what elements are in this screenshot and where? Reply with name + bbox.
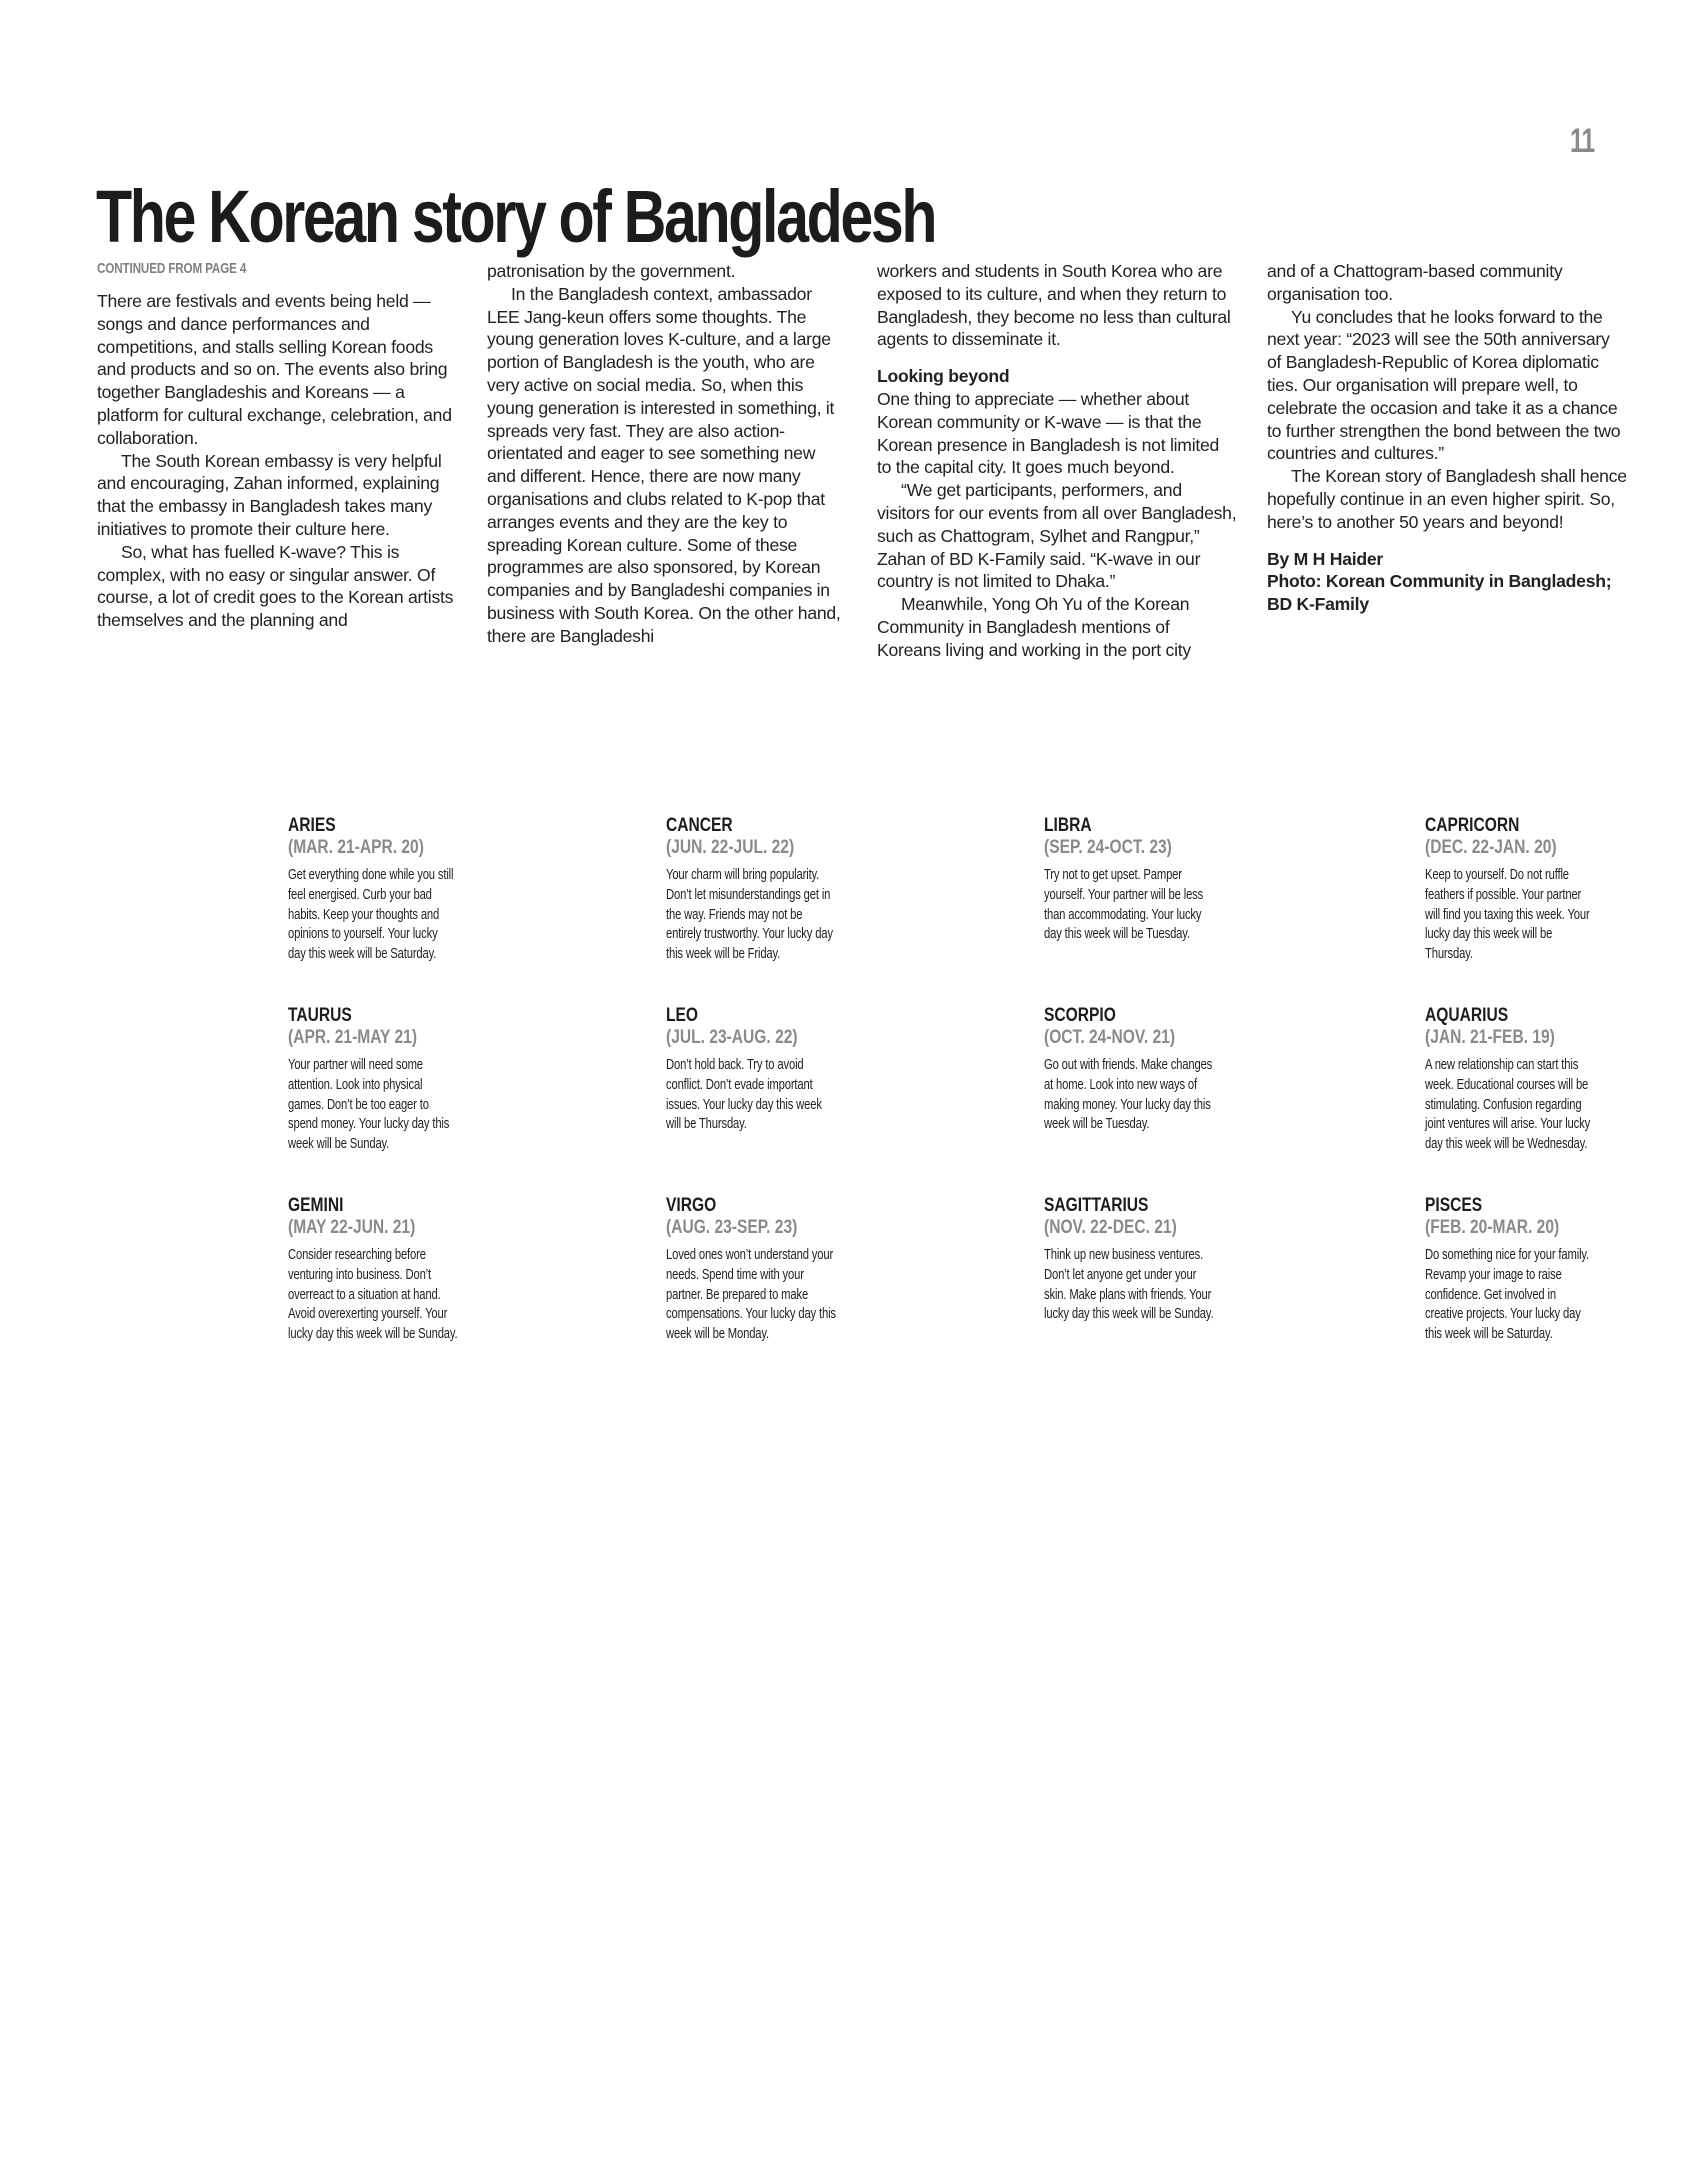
page-number: 11 — [1570, 122, 1595, 160]
sign-dates: (MAR. 21-APR. 20) — [288, 837, 424, 858]
sign-name: AQUARIUS — [1425, 1005, 1509, 1026]
article-subhead: Looking beyond — [877, 366, 1010, 387]
sign-dates: (SEP. 24-OCT. 23) — [1044, 837, 1172, 858]
sign-dates: (JUN. 22-JUL. 22) — [666, 837, 795, 858]
article-column-3 — [877, 260, 1237, 662]
article-column-4 — [1267, 260, 1627, 616]
horoscope-entry — [666, 1005, 886, 1175]
article-paragraph: One thing to appreciate — whether about Korean community or K-wave — is that the Korean presence in Bangladesh is not limited to the capital city. It goes much beyond. — [877, 388, 1220, 478]
sign-dates: (AUG. 23-SEP. 23) — [666, 1217, 798, 1238]
horoscope-entry — [1425, 815, 1645, 985]
sign-forecast: Keep to yourself. Do not ruffle feathers if possible. Your partner will find you taxing this week. Your lucky day this week will be Thursday. — [1425, 866, 1590, 963]
sign-dates: (JUL. 23-AUG. 22) — [666, 1027, 798, 1048]
article-paragraph: and of a Chattogram-based community organisation too. — [1267, 261, 1563, 304]
article-paragraph: workers and students in South Korea who are exposed to its culture, and when they return to Bangladesh, they become no less than cultural agents to disseminate it. — [877, 261, 1231, 350]
byline: By M H Haider — [1267, 548, 1384, 569]
sign-name: CAPRICORN — [1425, 815, 1520, 836]
horoscope-entry — [1425, 1195, 1645, 1365]
article-paragraph: Meanwhile, Yong Oh Yu of the Korean Community in Bangladesh mentions of Koreans living and working in the port city — [877, 594, 1191, 660]
sign-dates: (NOV. 22-DEC. 21) — [1044, 1217, 1177, 1238]
sign-forecast: Think up new business ventures. Don’t let anyone get under your skin. Make plans with friends. Your lucky day this week will be Sunday. — [1044, 1246, 1214, 1323]
horoscope-column-1 — [288, 815, 508, 1385]
sign-name: TAURUS — [288, 1005, 352, 1026]
sign-dates: (FEB. 20-MAR. 20) — [1425, 1217, 1560, 1238]
sign-name: SCORPIO — [1044, 1005, 1116, 1026]
horoscope-entry — [1425, 1005, 1645, 1175]
horoscope-entry — [1044, 1005, 1264, 1175]
article-column-2 — [487, 260, 847, 648]
sign-name: CANCER — [666, 815, 733, 836]
horoscope-entry — [666, 1195, 886, 1365]
sign-dates: (JAN. 21-FEB. 19) — [1425, 1027, 1555, 1048]
sign-dates: (OCT. 24-NOV. 21) — [1044, 1027, 1176, 1048]
article-paragraph: In the Bangladesh context, ambassador LEE Jang-keun offers some thoughts. The young generation loves K-culture, and a large portion of Bangladesh is the youth, who are very active on social media. So, when this young generation is interested in something, it spreads very fast. They are also action-orientated and eager to see something new and different. Hence, there are now many organisations and clubs related to K-pop that arranges events and they are the key to spreading Korean culture. Some of these programmes are also sponsored, by Korean companies and by Bangladeshi companies in business with South Korea. On the other hand, there are Bangladeshi — [487, 283, 841, 646]
sign-name: VIRGO — [666, 1195, 717, 1216]
sign-name: LIBRA — [1044, 815, 1092, 836]
sign-forecast: Do something nice for your family. Revamp your image to raise confidence. Get involved in creative projects. Your lucky day this week will be Saturday. — [1425, 1246, 1590, 1343]
sign-forecast: Don’t hold back. Try to avoid conflict. Don’t evade important issues. Your lucky day this week will be Thursday. — [666, 1056, 822, 1133]
article-paragraph: So, what has fuelled K-wave? This is complex, with no easy or singular answer. Of course, a lot of credit goes to the Korean artists themselves and the planning and — [97, 541, 454, 631]
sign-forecast: Go out with friends. Make changes at home. Look into new ways of making money. Your lucky day this week will be Tuesday. — [1044, 1056, 1213, 1133]
sign-dates: (MAY 22-JUN. 21) — [288, 1217, 416, 1238]
horoscope-entry — [1044, 1195, 1264, 1365]
sign-dates: (APR. 21-MAY 21) — [288, 1027, 418, 1048]
article-column-1 — [97, 290, 457, 632]
continued-from-label: CONTINUED FROM PAGE 4 — [97, 260, 247, 277]
article-paragraph: There are festivals and events being held — songs and dance performances and competitions, and stalls selling Korean foods and products and so on. The events also bring together Bangladeshis and Koreans — a platform for cultural exchange, celebration, and collaboration. — [97, 291, 452, 448]
article-paragraph: The Korean story of Bangladesh shall hence hopefully continue in an even higher spirit. So, here’s to another 50 years and beyond! — [1267, 466, 1627, 532]
horoscope-entry — [666, 815, 886, 985]
sign-forecast: Loved ones won’t understand your needs. Spend time with your partner. Be prepared to make compensations. Your lucky day this week will be Monday. — [666, 1246, 836, 1343]
horoscope-column-2 — [666, 815, 886, 1385]
article-headline: The Korean story of Bangladesh — [96, 175, 936, 258]
sign-name: ARIES — [288, 815, 336, 836]
sign-forecast: Get everything done while you still feel energised. Curb your bad habits. Keep your thoughts and opinions to yourself. Your lucky day this week will be Saturday. — [288, 866, 454, 963]
sign-forecast: Consider researching before venturing into business. Don’t overreact to a situation at hand. Avoid overexerting yourself. Your lucky day this week will be Sunday. — [288, 1246, 458, 1343]
horoscope-entry — [1044, 815, 1264, 985]
sign-forecast: Your partner will need some attention. Look into physical games. Don’t be too eager to spend money. Your lucky day this week will be Sunday. — [288, 1056, 450, 1153]
sign-name: LEO — [666, 1005, 699, 1026]
sign-name: PISCES — [1425, 1195, 1483, 1216]
horoscope-entry — [288, 1005, 508, 1175]
horoscope-column-4 — [1425, 815, 1645, 1385]
sign-name: GEMINI — [288, 1195, 344, 1216]
article-paragraph: The South Korean embassy is very helpful and encouraging, Zahan informed, explaining that the embassy in Bangladesh takes many initiatives to promote their culture here. — [97, 450, 442, 539]
sign-forecast: Your charm will bring popularity. Don’t let misunderstandings get in the way. Friends may not be entirely trustworthy. Your lucky day this week will be Friday. — [666, 866, 833, 963]
horoscope-entry — [288, 815, 508, 985]
article-paragraph: “We get participants, performers, and visitors for our events from all over Bangladesh, such as Chattogram, Sylhet and Rangpur,” Zahan of BD K-Family said. “K-wave in our country is not limited to Dhaka.” — [877, 480, 1237, 592]
horoscope-entry — [288, 1195, 508, 1365]
photo-credit: Photo: Korean Community in Bangladesh; BD K-Family — [1267, 571, 1612, 615]
sign-forecast: A new relationship can start this week. Educational courses will be stimulating. Confusion regarding joint ventures will arise. Your lucky day this week will be Wednesday. — [1425, 1056, 1591, 1153]
article-paragraph: Yu concludes that he looks forward to the next year: “2023 will see the 50th anniversary of Bangladesh-Republic of Korea diplomatic ties. Our organisation will prepare well, to celebrate the occasion and take it as a chance to further strengthen the bond between the two countries and cultures.” — [1267, 306, 1621, 464]
sign-dates: (DEC. 22-JAN. 20) — [1425, 837, 1557, 858]
sign-forecast: Try not to get upset. Pamper yourself. Your partner will be less than accommodating. Your lucky day this week will be Tuesday. — [1044, 866, 1204, 943]
sign-name: SAGITTARIUS — [1044, 1195, 1149, 1216]
horoscope-column-3 — [1044, 815, 1264, 1385]
article-paragraph: patronisation by the government. — [487, 261, 736, 281]
